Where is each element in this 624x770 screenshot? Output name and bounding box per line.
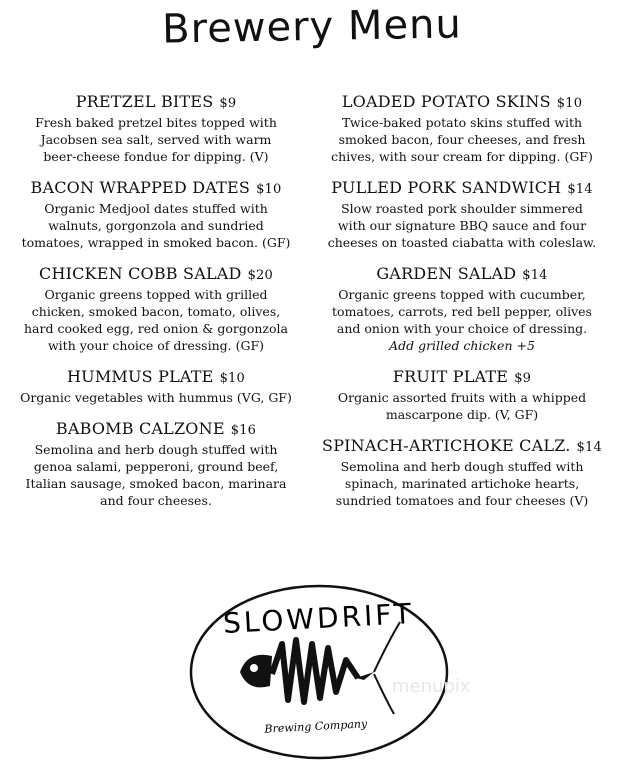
menu-column-left <box>6 92 306 522</box>
logo-name: SLOWDRIFT <box>222 597 415 640</box>
menu-item-desc-line: cheeses on toasted ciabatta with coleslaw. <box>327 235 597 250</box>
menu-item-desc-line: chives, with sour cream for dipping. (GF) <box>331 149 593 164</box>
menu-item-header <box>312 436 612 458</box>
menu-item <box>312 264 612 354</box>
menu-item-desc-line: mascarpone dip. (V, GF) <box>385 407 539 422</box>
menu-item-desc-line: and four cheeses. <box>100 493 212 508</box>
menu-item-name: BABOMB CALZONE <box>55 419 225 438</box>
menu-item-price: $10 <box>219 371 245 386</box>
brewery-logo <box>188 582 450 762</box>
menu-item-desc-line: walnuts, gorgonzola and sundried <box>48 218 264 233</box>
logo-subtitle: Brewing Company <box>264 717 368 736</box>
menu-item-desc-line: and onion with your choice of dressing. <box>336 321 588 336</box>
menu-item-name: CHICKEN COBB SALAD <box>39 264 242 283</box>
menu-item-desc-line: tomatoes, carrots, red bell pepper, olives <box>332 304 592 319</box>
menu-item-header <box>6 419 306 441</box>
menu-item-price: $10 <box>256 182 282 197</box>
menu-item-desc-line: Jacobsen sea salt, served with warm <box>40 132 272 147</box>
menu-item-price: $14 <box>522 268 548 283</box>
menu-item-desc-line: Organic Medjool dates stuffed with <box>44 201 268 216</box>
menu-item-price: $9 <box>514 371 532 386</box>
menu-item-desc-line: Organic greens topped with cucumber, <box>338 287 586 302</box>
menu-item-header <box>6 264 306 286</box>
menu-item <box>6 367 306 406</box>
menu-item-name: GARDEN SALAD <box>376 264 517 283</box>
menu-item-desc-line: Fresh baked pretzel bites topped with <box>35 115 277 130</box>
menu-item-desc-line: Semolina and herb dough stuffed with <box>34 442 278 457</box>
menu-item-desc-line: Semolina and herb dough stuffed with <box>340 459 584 474</box>
menu-item-desc-line: chicken, smoked bacon, tomato, olives, <box>31 304 281 319</box>
menu-item <box>6 419 306 509</box>
menu-item-name: HUMMUS PLATE <box>67 367 214 386</box>
menu-item-desc-line: with our signature BBQ sauce and four <box>337 218 587 233</box>
menu-item-price: $9 <box>219 96 237 111</box>
menu-item-desc-line: sundried tomatoes and four cheeses (V) <box>335 493 589 508</box>
menu-item-desc-line: Twice-baked potato skins stuffed with <box>341 115 583 130</box>
menu-item-desc-line: beer-cheese fondue for dipping. (V) <box>43 149 269 164</box>
menu-item-header <box>6 92 306 114</box>
menu-item-name: LOADED POTATO SKINS <box>341 92 551 111</box>
menu-item-desc-line: Organic vegetables with hummus (VG, GF) <box>20 390 292 405</box>
menu-item-name: FRUIT PLATE <box>392 367 509 386</box>
menu-item-price: $14 <box>576 440 602 455</box>
page-title: Brewery Menu <box>161 1 463 53</box>
menu-item-header <box>312 264 612 286</box>
menu-item-desc-line: smoked bacon, four cheeses, and fresh <box>338 132 586 147</box>
menu-item <box>312 178 612 251</box>
menu-item-price: $14 <box>567 182 593 197</box>
watermark: menupix <box>392 676 471 697</box>
menu-item-price: $10 <box>556 96 583 111</box>
menu-item-desc-line: spinach, marinated artichoke hearts, <box>344 476 580 491</box>
menu-item-header <box>6 178 306 200</box>
menu-item-name: SPINACH-ARTICHOKE CALZ. <box>322 436 571 455</box>
menu-item-header <box>6 367 306 389</box>
menu-item-desc-line: Slow roasted pork shoulder simmered <box>341 201 583 216</box>
menu-item <box>312 367 612 423</box>
menu-item-desc-line: genoa salami, pepperoni, ground beef, <box>33 459 279 474</box>
menu-item-price: $16 <box>230 423 257 438</box>
menu-item-desc-line: tomatoes, wrapped in smoked bacon. (GF) <box>21 235 291 250</box>
menu-item-desc-line: hard cooked egg, red onion & gorgonzola <box>23 321 288 336</box>
menu-item-price: $20 <box>247 268 273 283</box>
menu-item-name: PRETZEL BITES <box>75 92 214 111</box>
menu-item-header <box>312 92 612 114</box>
menu-item-header <box>312 178 612 200</box>
menu-column-right <box>312 92 612 522</box>
menu-item-name: BACON WRAPPED DATES <box>30 178 251 197</box>
menu-item-desc-line: with your choice of dressing. (GF) <box>47 338 264 353</box>
menu-item <box>6 92 306 165</box>
menu-item-addon: Add grilled chicken +5 <box>389 338 535 353</box>
menu-item <box>6 178 306 251</box>
menu-item-name: PULLED PORK SANDWICH <box>331 178 562 197</box>
menu-item <box>6 264 306 354</box>
menu-item <box>312 92 612 165</box>
menu-item-desc-line: Organic greens topped with grilled <box>44 287 268 302</box>
menu-item-header <box>312 367 612 389</box>
menu-item <box>312 436 612 509</box>
menu-item-desc-line: Organic assorted fruits with a whipped <box>337 390 587 405</box>
menu-item-desc-line: Italian sausage, smoked bacon, marinara <box>25 476 287 491</box>
